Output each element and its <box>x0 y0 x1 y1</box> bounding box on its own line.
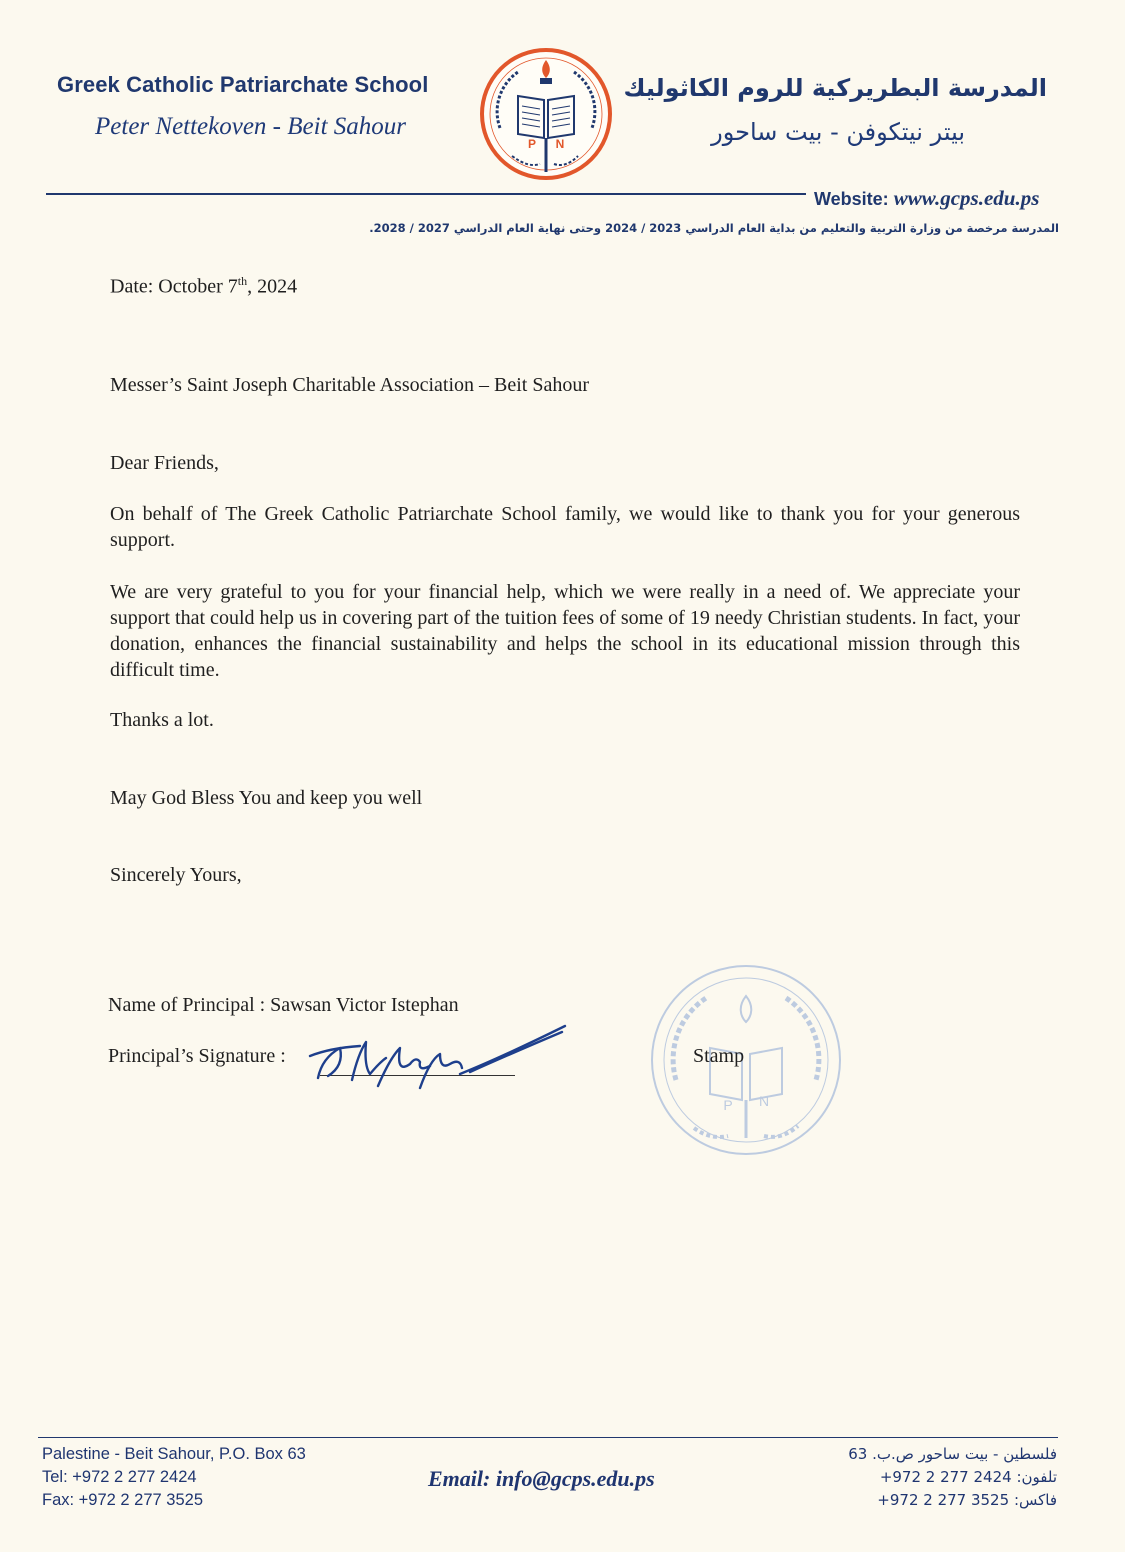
svg-text:N: N <box>555 137 565 151</box>
handwritten-signature-icon <box>300 1018 575 1098</box>
signature-label: Principal’s Signature : <box>108 1045 286 1067</box>
paragraph-gratitude: We are very grateful to you for your financial help, which we were really in a need of. We appreciate your support that could help us in covering part of the tuition fees of some of 19 needy Christian students. In fact, your donation, enhances the financial sustainability and helps the school in its educational mission through this difficult time. <box>110 581 1020 681</box>
website <box>814 186 1039 211</box>
school-name-arabic: المدرسة البطريركية للروم الكاثوليك <box>623 74 1047 102</box>
school-stamp-icon <box>648 960 844 1160</box>
thanks-line: Thanks a lot. <box>110 709 214 731</box>
footer-contact-arabic <box>848 1443 1057 1512</box>
blessing-line: May God Bless You and keep you well <box>110 787 423 809</box>
school-subtitle-english: Peter Nettekoven - Beit Sahour <box>95 113 406 140</box>
school-subtitle-arabic: بيتر نيتكوفن - بيت ساحور <box>711 118 965 146</box>
school-name-english: Greek Catholic Patriarchate School <box>57 72 429 97</box>
letter-date: Date: October 7th, 2024 <box>110 274 298 298</box>
footer-tel-arabic: تلفون: +972 2 277 2424 <box>879 1468 1057 1486</box>
website-label: Website: <box>814 189 889 209</box>
school-logo-icon <box>478 40 614 188</box>
paragraph-thanks: On behalf of The Greek Catholic Patriarchate School family, we would like to thank you for your generous support. <box>110 503 1020 551</box>
header-divider <box>46 193 806 195</box>
website-link[interactable]: www.gcps.edu.ps <box>893 186 1040 210</box>
greeting: Dear Friends, <box>110 452 219 474</box>
svg-text:P: P <box>527 137 537 151</box>
footer-tel: Tel: +972 2 277 2424 <box>42 1468 197 1486</box>
svg-text:N: N <box>758 1093 770 1109</box>
footer-fax-arabic: فاكس: +972 2 277 3525 <box>877 1491 1057 1509</box>
principal-name: Name of Principal : Sawsan Victor Istephan <box>108 994 459 1016</box>
closing-line: Sincerely Yours, <box>110 864 242 886</box>
svg-text:P: P <box>723 1097 733 1113</box>
footer-email-link[interactable]: Email: info@gcps.edu.ps <box>428 1466 655 1491</box>
footer-fax: Fax: +972 2 277 3525 <box>42 1491 204 1509</box>
recipient-line: Messer’s Saint Joseph Charitable Association – Beit Sahour <box>110 374 590 396</box>
footer-address-arabic: فلسطين - بيت ساحور ص.ب. 63 <box>848 1445 1057 1463</box>
stamp-label: Stamp <box>693 1045 745 1067</box>
footer-contact-english <box>42 1443 306 1512</box>
license-notice-arabic: المدرسة مرخصة من وزارة التربية والتعليم من بداية العام الدراسي 2023 / 2024 وحتى نهاية العام الدراسي 2027 / 2028. <box>369 221 1059 235</box>
footer-address: Palestine - Beit Sahour, P.O. Box 63 <box>42 1445 306 1463</box>
footer-divider <box>38 1437 1058 1438</box>
